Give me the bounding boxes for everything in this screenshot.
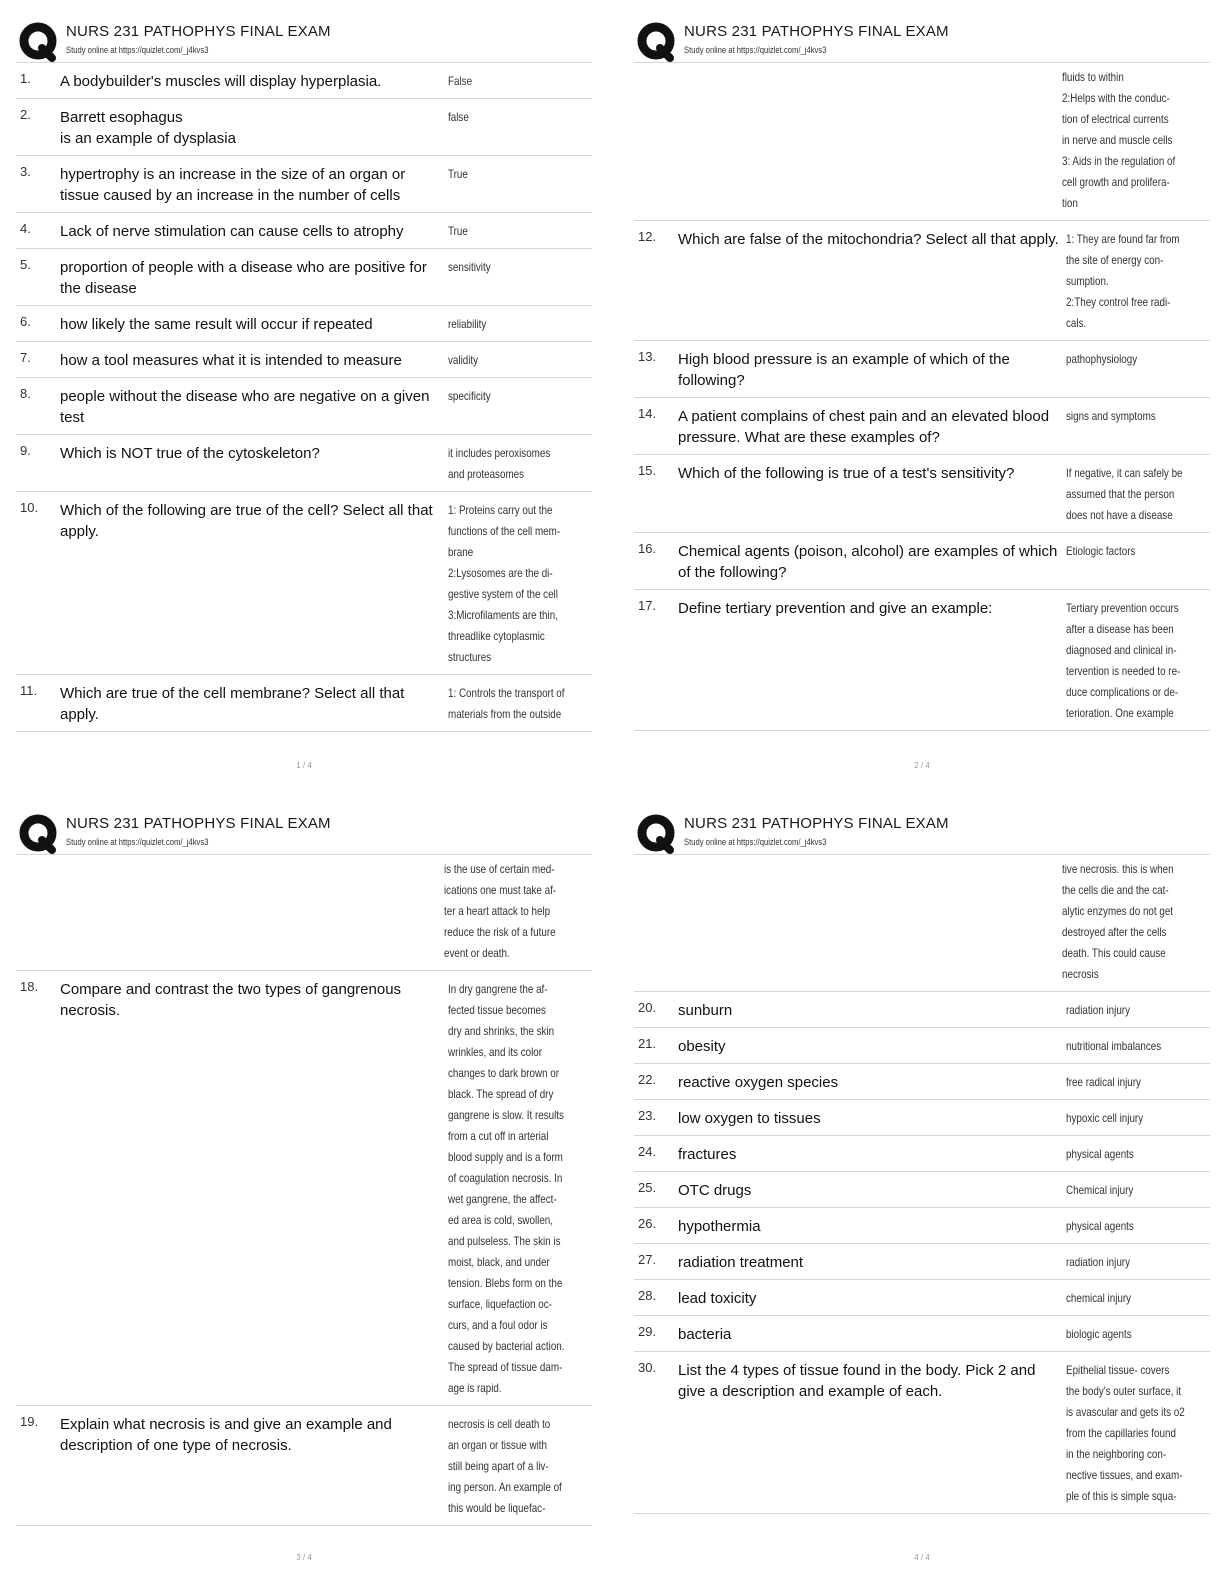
qa-row — [16, 213, 592, 249]
qa-row — [634, 590, 1210, 731]
page-4 — [634, 810, 1210, 1570]
page-title: NURS 231 PATHOPHYS FINAL EXAM — [66, 23, 331, 40]
qa-row — [16, 378, 592, 435]
qa-row — [634, 455, 1210, 533]
question-text: Chemical agents (poison, alcohol) are examples of which of the following? — [678, 543, 1058, 581]
qa-row — [634, 1028, 1210, 1064]
question-text: Which of the following are true of the cell? Select all that apply. — [60, 502, 433, 540]
question-text: hypothermia — [678, 1218, 761, 1235]
qa-row — [634, 221, 1210, 341]
study-link[interactable]: Study online at https://quizlet.com/_j4kvs3 — [684, 837, 827, 847]
item-number: 7. — [20, 350, 31, 365]
item-number: 11. — [20, 683, 38, 698]
question-text: Which are true of the cell membrane? Select all that apply. — [60, 685, 405, 723]
qa-row — [634, 1172, 1210, 1208]
answer-text: free radical injury — [1066, 1075, 1141, 1089]
quizlet-logo-icon — [18, 814, 58, 854]
question-text: List the 4 types of tissue found in the body. Pick 2 and give a description and example of each. — [678, 1362, 1036, 1400]
answer-text: 1: Proteins carry out the functions of the cell mem- brane 2:Lysosomes are the di- gestive system of the cell 3:Microfilaments are thin, threadlike cytoplasmic structures — [448, 503, 561, 664]
qa-row — [634, 398, 1210, 455]
answer-text: False — [448, 74, 473, 88]
question-text: proportion of people with a disease who are positive for the disease — [60, 259, 427, 297]
answer-text: True — [448, 224, 468, 238]
item-number: 26. — [638, 1216, 657, 1231]
page-2 — [634, 18, 1210, 778]
continued-answer-row — [16, 855, 592, 971]
qa-list — [16, 855, 592, 1526]
page-1 — [16, 18, 592, 778]
qa-row — [634, 1064, 1210, 1100]
answer-text: True — [448, 167, 468, 181]
answer-text: radiation injury — [1066, 1255, 1130, 1269]
study-link[interactable]: Study online at https://quizlet.com/_j4kvs3 — [66, 45, 209, 55]
question-text: hypertrophy is an increase in the size of an organ or tissue caused by an increase in the number of cells — [60, 166, 406, 204]
page-number: 3 / 4 — [296, 1553, 312, 1562]
qa-row — [634, 1352, 1210, 1514]
qa-row — [16, 492, 592, 675]
qa-list — [634, 855, 1210, 1514]
answer-text: chemical injury — [1066, 1291, 1132, 1305]
question-text: obesity — [678, 1038, 726, 1055]
answer-text: physical agents — [1066, 1147, 1134, 1161]
quizlet-logo-icon — [18, 22, 58, 62]
question-text: Which of the following is true of a test's sensitivity? — [678, 465, 1015, 482]
item-number: 24. — [638, 1144, 657, 1159]
item-number: 17. — [638, 598, 657, 613]
answer-text: reliability — [448, 317, 487, 331]
qa-row — [634, 1316, 1210, 1352]
qa-row — [16, 971, 592, 1406]
item-number: 3. — [20, 164, 31, 179]
question-text: how a tool measures what it is intended to measure — [60, 352, 402, 369]
answer-text: hypoxic cell injury — [1066, 1111, 1144, 1125]
question-text: lead toxicity — [678, 1290, 757, 1307]
qa-row — [16, 1406, 592, 1526]
page-number: 2 / 4 — [914, 761, 930, 770]
qa-row — [16, 435, 592, 492]
answer-text: sensitivity — [448, 260, 491, 274]
page-header — [634, 810, 1210, 855]
item-number: 28. — [638, 1288, 657, 1303]
question-text: fractures — [678, 1146, 737, 1163]
qa-row — [634, 341, 1210, 398]
question-text: bacteria — [678, 1326, 732, 1343]
item-number: 4. — [20, 221, 31, 236]
question-text: Explain what necrosis is and give an example and description of one type of necrosis. — [60, 1416, 392, 1454]
answer-text: Etiologic factors — [1066, 544, 1136, 558]
page-title: NURS 231 PATHOPHYS FINAL EXAM — [66, 815, 331, 832]
answer-text: Chemical injury — [1066, 1183, 1134, 1197]
qa-list — [16, 63, 592, 732]
item-number: 19. — [20, 1414, 39, 1429]
study-link[interactable]: Study online at https://quizlet.com/_j4kvs3 — [66, 837, 209, 847]
answer-text: nutritional imbalances — [1066, 1039, 1162, 1053]
question-text: Lack of nerve stimulation can cause cells to atrophy — [60, 223, 404, 240]
page-3 — [16, 810, 592, 1570]
qa-row — [16, 342, 592, 378]
qa-row — [634, 992, 1210, 1028]
item-number: 8. — [20, 386, 31, 401]
answer-text: 1: Controls the transport of materials from the outside — [448, 686, 565, 721]
item-number: 5. — [20, 257, 31, 272]
answer-text: necrosis is cell death to an organ or tissue with still being apart of a liv- ing person. An example of this would be liquefac- — [448, 1417, 562, 1515]
qa-row — [634, 1208, 1210, 1244]
question-text: A bodybuilder's muscles will display hyperplasia. — [60, 73, 382, 90]
item-number: 25. — [638, 1180, 657, 1195]
question-text: low oxygen to tissues — [678, 1110, 821, 1127]
qa-row — [634, 1136, 1210, 1172]
question-text: how likely the same result will occur if repeated — [60, 316, 373, 333]
page-header — [634, 18, 1210, 63]
answer-text: tive necrosis. this is when the cells die and the cat- alytic enzymes do not get destroyed after the cells death. This could cause necrosis — [1062, 862, 1174, 981]
continued-answer-row — [634, 855, 1210, 992]
item-number: 20. — [638, 1000, 657, 1015]
answer-text: it includes peroxisomes and proteasomes — [448, 446, 551, 481]
item-number: 27. — [638, 1252, 657, 1267]
item-number: 9. — [20, 443, 31, 458]
question-text: Which is NOT true of the cytoskeleton? — [60, 445, 320, 462]
question-text: Compare and contrast the two types of gangrenous necrosis. — [60, 981, 402, 1019]
answer-text: fluids to within 2:Helps with the conduc- tion of electrical currents in nerve and muscle cells 3: Aids in the regulation of cell growth and prolifera- tion — [1062, 70, 1176, 210]
item-number: 13. — [638, 349, 657, 364]
answer-text: specificity — [448, 389, 491, 403]
answer-text: 1: They are found far from the site of energy con- sumption. 2:They control free radi- cals. — [1066, 232, 1180, 330]
qa-row — [634, 533, 1210, 590]
continued-answer-row — [634, 63, 1210, 221]
question-text: Barrett esophagus is an example of dysplasia — [60, 109, 236, 147]
item-number: 14. — [638, 406, 657, 421]
item-number: 29. — [638, 1324, 657, 1339]
question-text: OTC drugs — [678, 1182, 752, 1199]
item-number: 23. — [638, 1108, 657, 1123]
question-text: Define tertiary prevention and give an example: — [678, 600, 993, 617]
page-header — [16, 18, 592, 63]
item-number: 12. — [638, 229, 657, 244]
qa-row — [16, 63, 592, 99]
qa-row — [16, 249, 592, 306]
qa-row — [16, 99, 592, 156]
qa-list — [634, 63, 1210, 731]
answer-text: pathophysiology — [1066, 352, 1138, 366]
study-link[interactable]: Study online at https://quizlet.com/_j4kvs3 — [684, 45, 827, 55]
page-header — [16, 810, 592, 855]
qa-row — [634, 1280, 1210, 1316]
answer-text: physical agents — [1066, 1219, 1134, 1233]
question-text: radiation treatment — [678, 1254, 804, 1271]
question-text: High blood pressure is an example of which of the following? — [678, 351, 1010, 389]
question-text: reactive oxygen species — [678, 1074, 839, 1091]
item-number: 15. — [638, 463, 657, 478]
question-text: A patient complains of chest pain and an elevated blood pressure. What are these examples of? — [678, 408, 1050, 446]
item-number: 21. — [638, 1036, 657, 1051]
quizlet-logo-icon — [636, 22, 676, 62]
question-text: sunburn — [678, 1002, 733, 1019]
answer-text: radiation injury — [1066, 1003, 1130, 1017]
qa-row — [634, 1100, 1210, 1136]
qa-row — [16, 156, 592, 213]
qa-row — [16, 675, 592, 732]
answer-text: In dry gangrene the af- fected tissue becomes dry and shrinks, the skin wrinkles, and its color changes to dark brown or black. The spread of dry gangrene is slow. It results from a cut off in arterial blood supply and is a form of coagulation necrosis. In wet gangrene, the affect- ed area is cold, swollen, and pulseless. The skin is moist, black, and under tension. Blebs form on the surface, liquefaction oc- curs, and a foul odor is caused by bacterial action. The spread of tissue dam- age is rapid. — [448, 982, 565, 1395]
answer-text: is the use of certain med- ications one must take af- ter a heart attack to help reduce the risk of a future event or death. — [444, 862, 557, 960]
answer-text: signs and symptoms — [1066, 409, 1156, 423]
item-number: 22. — [638, 1072, 657, 1087]
item-number: 18. — [20, 979, 39, 994]
item-number: 1. — [20, 71, 31, 86]
page-number: 4 / 4 — [914, 1553, 930, 1562]
answer-text: false — [448, 110, 469, 124]
item-number: 10. — [20, 500, 39, 515]
answer-text: If negative, it can safely be assumed that the person does not have a disease — [1066, 466, 1183, 522]
item-number: 6. — [20, 314, 31, 329]
item-number: 2. — [20, 107, 31, 122]
page-number: 1 / 4 — [296, 761, 312, 770]
question-text: people without the disease who are negative on a given test — [60, 388, 430, 426]
item-number: 16. — [638, 541, 657, 556]
page-title: NURS 231 PATHOPHYS FINAL EXAM — [684, 815, 949, 832]
answer-text: Epithelial tissue- covers the body's outer surface, it is avascular and gets its o2 from the capillaries found in the neighboring con- nective tissues, and exam- ple of this is simple squa- — [1066, 1363, 1185, 1503]
answer-text: validity — [448, 353, 479, 367]
qa-row — [16, 306, 592, 342]
question-text: Which are false of the mitochondria? Select all that apply. — [678, 231, 1059, 248]
page-title: NURS 231 PATHOPHYS FINAL EXAM — [684, 23, 949, 40]
answer-text: biologic agents — [1066, 1327, 1132, 1341]
quizlet-logo-icon — [636, 814, 676, 854]
qa-row — [634, 1244, 1210, 1280]
item-number: 30. — [638, 1360, 657, 1375]
answer-text: Tertiary prevention occurs after a disease has been diagnosed and clinical in- tervention is needed to re- duce complications or de- terioration. One example — [1066, 601, 1181, 720]
